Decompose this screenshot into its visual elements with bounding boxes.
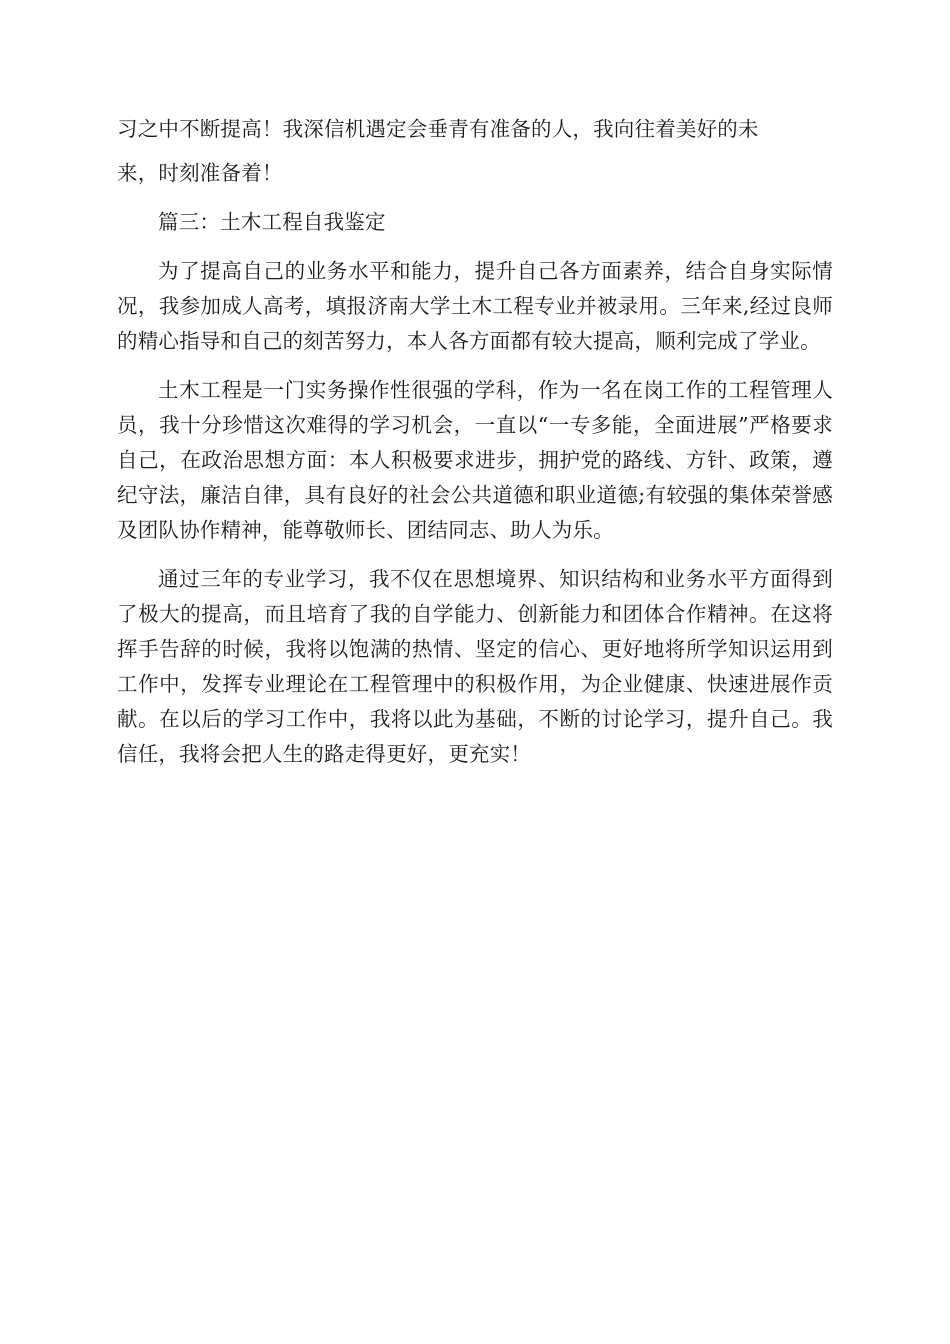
section-title: 篇三：土木工程自我鉴定: [158, 210, 386, 234]
document-body: [117, 112, 833, 781]
intro-line-1: 习之中不断提高！我深信机遇定会垂青有准备的人，我向往着美好的未: [117, 117, 759, 141]
paragraph-3: 通过三年的专业学习，我不仅在思想境界、知识结构和业务水平方面得到了极大的提高，而且培育了我的自学能力、创新能力和团体合作精神。在这将挥手告辞的时候，我将以饱满的热情、坚定的信心、更好地将所学知识运用到工作中，发挥专业理论在工程管理中的积极作用，为企业健康、快速进展作贡献。在以后的学习工作中，我将以此为基础，不断的讨论学习，提升自己。我信任，我将会把人生的路走得更好，更充实！: [117, 567, 833, 766]
intro-line-2: 来，时刻准备着！: [117, 161, 283, 185]
paragraph-1: 为了提高自己的业务水平和能力，提升自己各方面素养，结合自身实际情况，我参加成人高考，填报济南大学土木工程专业并被录用。三年来,经过良师的精心指导和自己的刻苦努力，本人各方面都有较大提高，顺利完成了学业。: [117, 259, 833, 353]
paragraph-2: 土木工程是一门实务操作性很强的学科，作为一名在岗工作的工程管理人员，我十分珍惜这次难得的学习机会，一直以“一专多能，全面进展”严格要求自己，在政治思想方面：本人积极要求进步，拥护党的路线、方针、政策，遵纪守法，廉洁自律，具有良好的社会公共道德和职业道德;有较强的集体荣誉感及团队协作精神，能尊敬师长、团结同志、助人为乐。: [117, 378, 833, 542]
